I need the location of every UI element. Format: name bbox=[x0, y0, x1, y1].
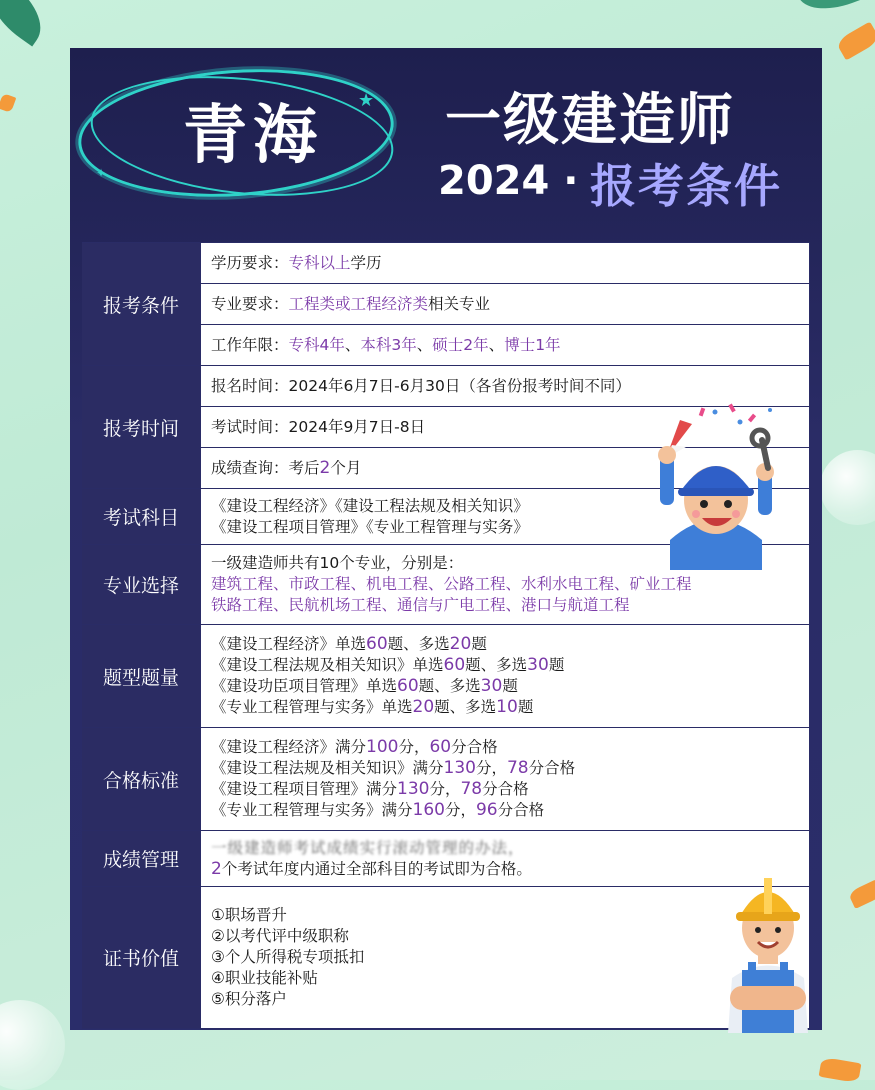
leaf-decoration bbox=[0, 0, 55, 46]
page-subtitle: 报考条件 bbox=[590, 159, 782, 213]
page-title: 一级建造师 bbox=[445, 88, 735, 153]
row-exam-time: 考试时间：2024年9月7日-8日 bbox=[201, 407, 810, 448]
label-subjects: 考试科目 bbox=[82, 489, 201, 545]
leaf-decoration bbox=[797, 0, 864, 19]
label-majors: 专业选择 bbox=[82, 545, 201, 625]
label-conditions: 报考条件 bbox=[82, 243, 201, 366]
orange-shape-decoration bbox=[819, 1057, 862, 1084]
label-schedule: 报考时间 bbox=[82, 366, 201, 489]
worker-cheering-illustration bbox=[640, 400, 800, 570]
row-education: 学历要求：专科以上学历 bbox=[201, 243, 810, 284]
info-table bbox=[82, 242, 810, 1029]
list-item: ②以考代评中级职称 bbox=[211, 927, 349, 945]
list-item: 《建设工程法规及相关知识》满分130分，78分合格 bbox=[211, 758, 576, 778]
row-majors: 一级建造师共有10个专业，分别是： 建筑工程、市政工程、机电工程、公路工程、水利水电工程、矿业工程 铁路工程、民航机场工程、通信与广电工程、港口与航道工程 bbox=[201, 545, 810, 625]
bubble-decoration bbox=[820, 450, 875, 525]
list-item: 《专业工程管理与实务》满分160分，96分合格 bbox=[211, 800, 545, 820]
list-item: 《建设工程经济》单选60题、多选20题 bbox=[211, 634, 487, 654]
worker-arms-crossed-illustration bbox=[718, 858, 818, 1033]
bubble-decoration bbox=[0, 1000, 65, 1090]
list-item: ③个人所得税专项抵扣 bbox=[211, 948, 365, 966]
orange-shape-decoration bbox=[848, 879, 875, 909]
row-questions bbox=[201, 625, 810, 728]
list-item: 《建设工程经济》满分100分，60分合格 bbox=[211, 737, 498, 757]
star-icon: ✦ bbox=[96, 166, 107, 180]
list-item: ①职场晋升 bbox=[211, 906, 287, 924]
label-passing: 合格标准 bbox=[82, 728, 201, 831]
orange-shape-decoration bbox=[0, 93, 16, 113]
row-major: 专业要求：工程类或工程经济类相关专业 bbox=[201, 284, 810, 325]
list-item: ⑤积分落户 bbox=[211, 990, 287, 1008]
label-score-management: 成绩管理 bbox=[82, 831, 201, 887]
label-certificate-value: 证书价值 bbox=[82, 887, 201, 1029]
label-questions: 题型题量 bbox=[82, 625, 201, 728]
row-registration: 报名时间：2024年6月7日-6月30日（各省份报考时间不同） bbox=[201, 366, 810, 407]
list-item: 《专业工程管理与实务》单选20题、多选10题 bbox=[211, 697, 534, 717]
row-passing bbox=[201, 728, 810, 831]
star-icon: ★ bbox=[358, 90, 375, 111]
row-years: 工作年限：专科4年、本科3年、硕士2年、博士1年 bbox=[201, 325, 810, 366]
list-item: ④职业技能补贴 bbox=[211, 969, 318, 987]
row-score-query: 成绩查询：考后2个月 bbox=[201, 448, 810, 489]
list-item: 《建设工程项目管理》满分130分，78分合格 bbox=[211, 779, 529, 799]
list-item: 《建设工程法规及相关知识》单选60题、多选30题 bbox=[211, 655, 565, 675]
province-title: 青海 bbox=[183, 99, 323, 173]
list-item: 《建设功臣项目管理》单选60题、多选30题 bbox=[211, 676, 518, 696]
title-year: 2024 · bbox=[438, 158, 579, 204]
row-score-management: 一级建造师考试成绩实行滚动管理的办法， 2个考试年度内通过全部科目的考试即为合格。 bbox=[201, 831, 810, 887]
orange-shape-decoration bbox=[835, 21, 875, 60]
row-subjects: 《建设工程经济》《建设工程法规及相关知识》 《建设工程项目管理》《专业工程管理与实务》 bbox=[201, 489, 810, 545]
